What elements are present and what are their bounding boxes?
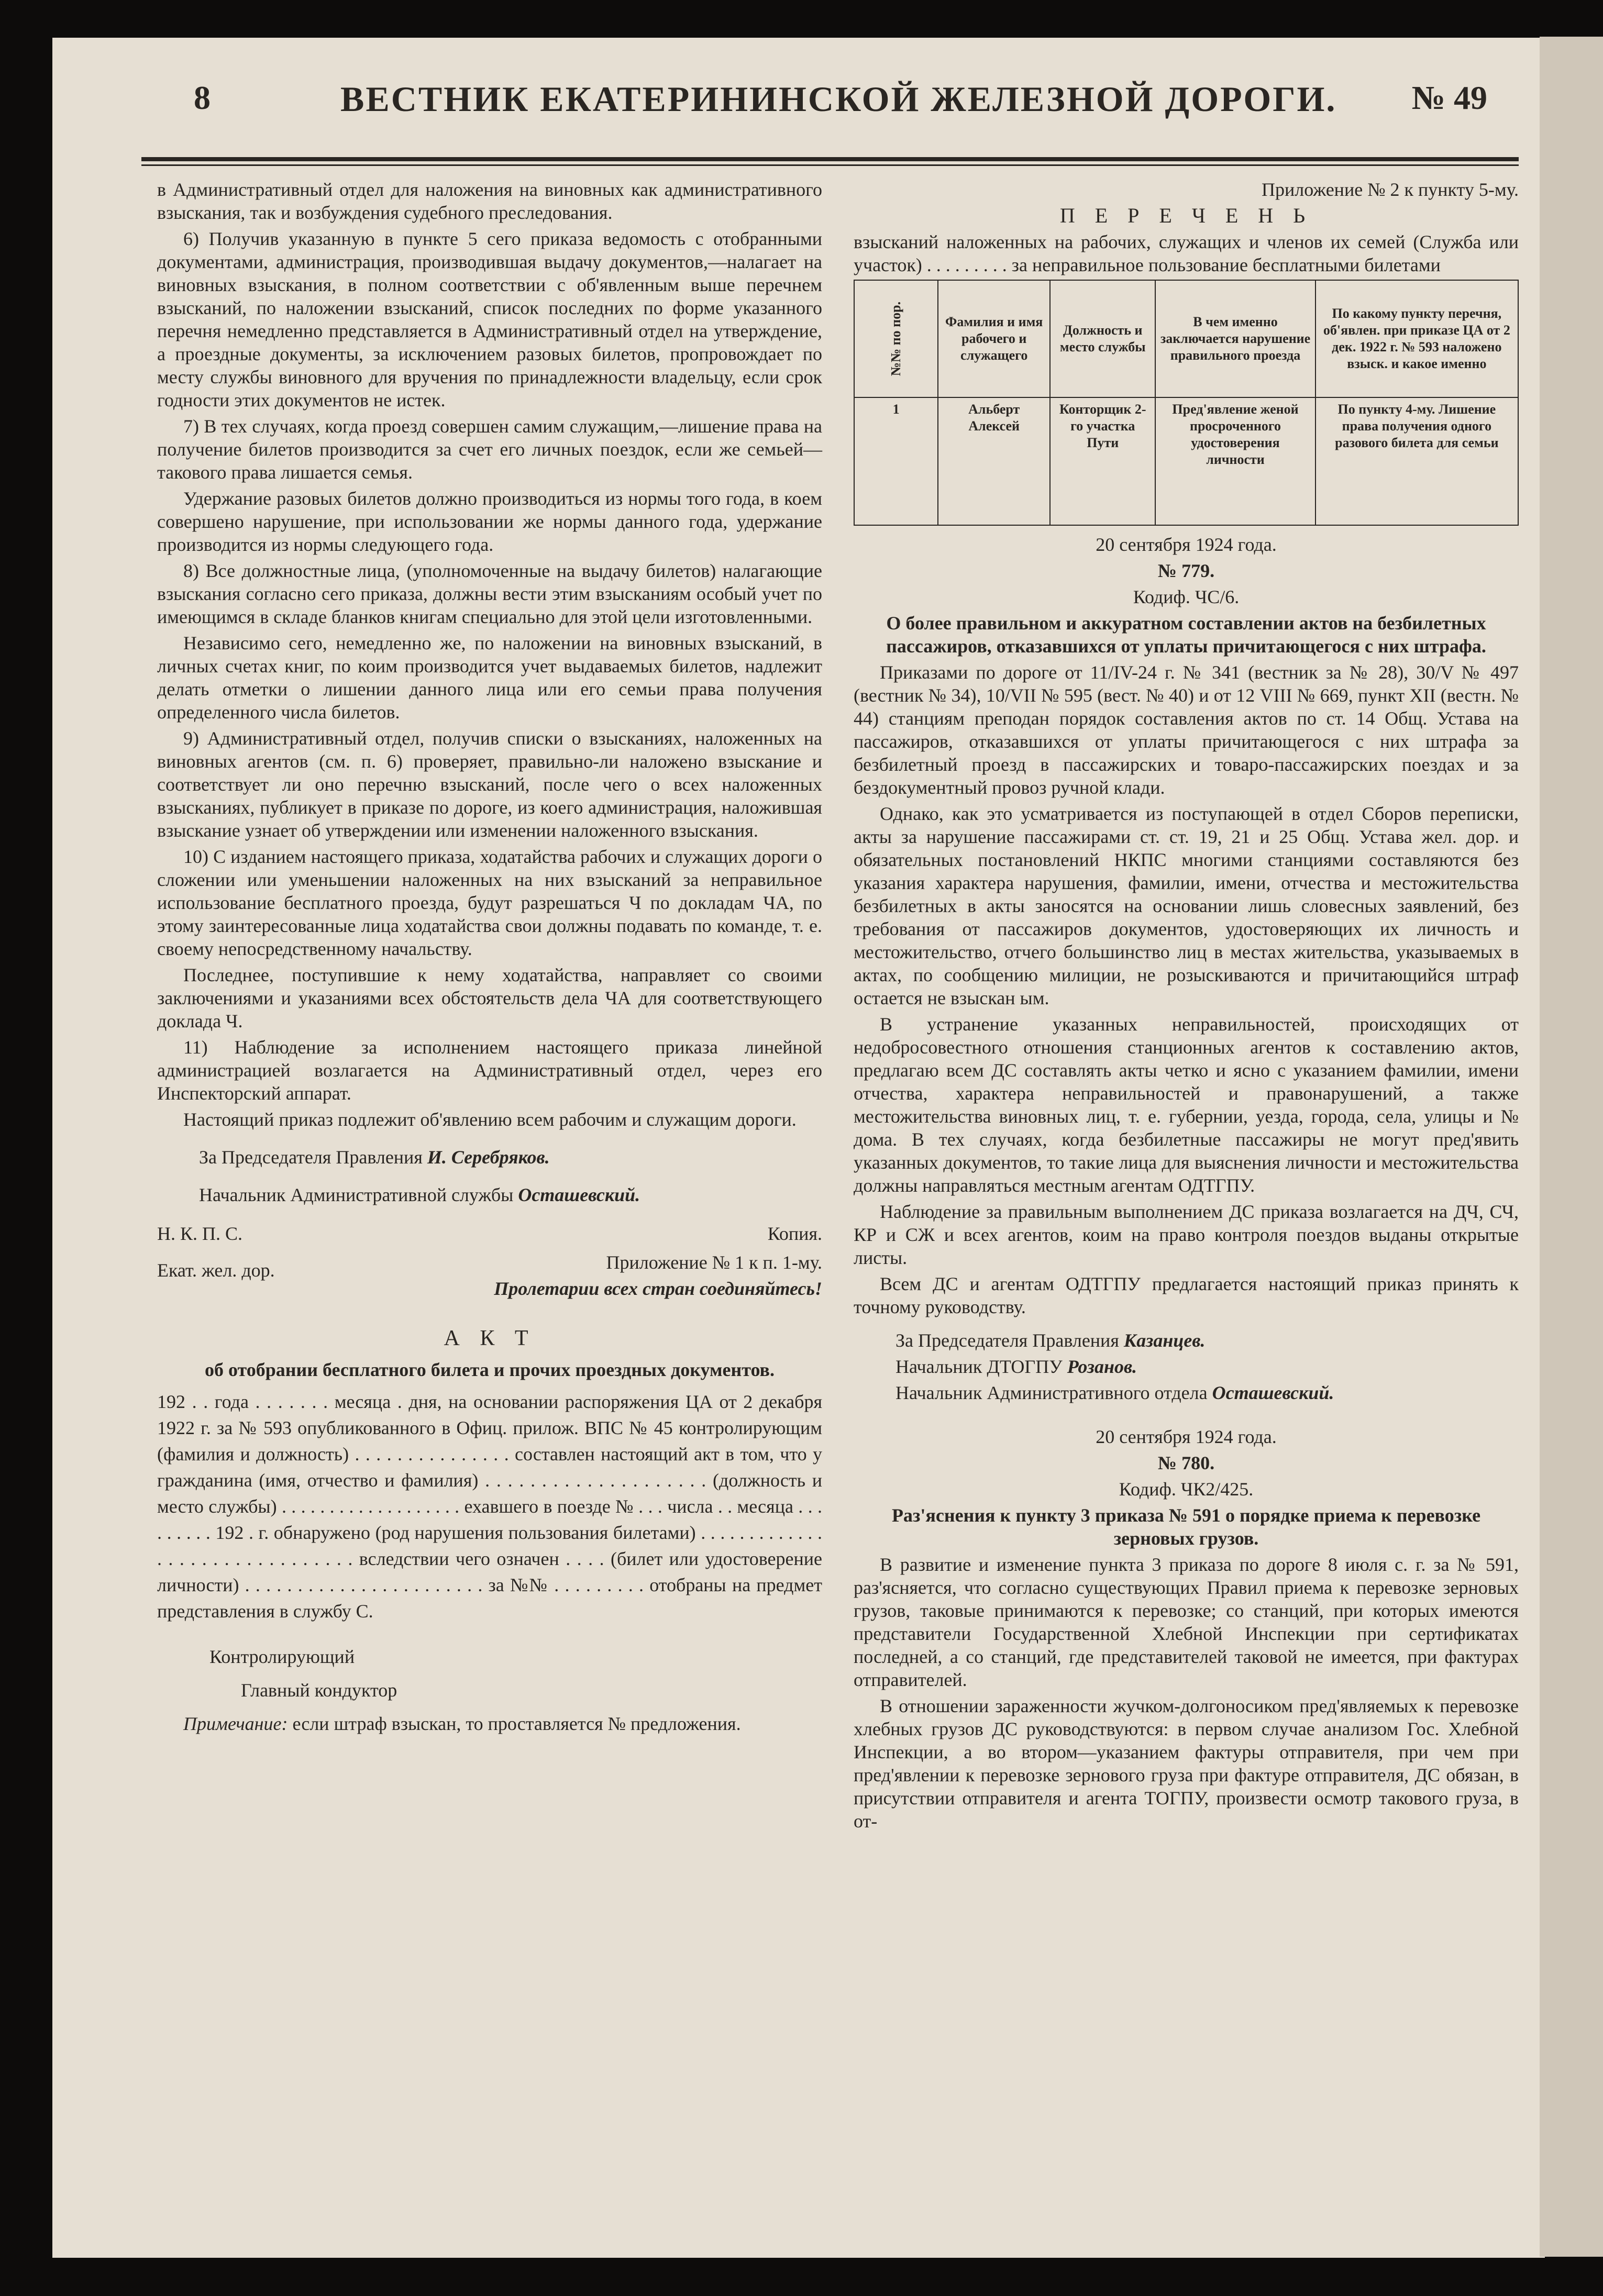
paragraph: 10) С изданием настоящего приказа, ходатайства рабочих и служащих дороги о сложении или уменьшении наложенных на них взысканий за неправильное использование бесплатного проезда, будут разрешаться Ч по докладам ЧА, по этому заинтересованные лица ходатайства свои должны подавать по команде, т. е. своему непосредственному начальству. [157, 846, 822, 959]
column-header: Фамилия и имя рабочего и служащего [938, 280, 1050, 397]
signature-chairman [896, 1329, 1519, 1352]
paragraph: Однако, как это усматривается из поступающей в отдел Сборов переписки, акты за нарушение пассажирами ст. ст. 19, 21 и 25 Общ. Устава жел. дор. и обязательных постановлений НКПС многими станциями составляются без указания характера нарушения, фамилии, имени, отчества и местожительства безбилетных в акты заносятся на основании лишь словесных заявлений, без требования от пассажиров документов, удостоверяющих их личность и местожительство, отчего большинство лиц в местах жительства, указываемых в актах, по сообщению милиции, не розыскиваются и причитающийся штраф остается не взыскан ым. [854, 803, 1519, 1008]
paragraph: 9) Административный отдел, получив списки о взысканиях, наложенных на виновных агентов (см. п. 6) проверяет, правильно-ли наложено взыскание и соответствует ли оно перечню взысканий, после чего о всех наложенных взысканиях, публикует в приказе по дороге, из коего администрация, наложившая взыскание узнает об утверждении или изменении наложенного взыскания. [157, 728, 822, 841]
signature-text: За Председателя Правления [896, 1330, 1119, 1351]
signature-name: И. Серебряков. [427, 1147, 550, 1168]
order-780-number: № 780. [1157, 1452, 1215, 1473]
order-779-number: № 779. [1157, 560, 1215, 581]
right-column [854, 178, 1519, 1836]
signature-admin [896, 1381, 1519, 1404]
header-rule-thin [141, 164, 1519, 166]
issue-number: № 49 [1411, 79, 1487, 116]
paragraph: Настоящий приказ подлежит об'явлению всем рабочим и служащим дороги. [183, 1109, 797, 1130]
controller-label: Контролирующий [209, 1646, 355, 1667]
signature-text: Начальник Административной службы [199, 1184, 514, 1205]
order-780-date: 20 сентября 1924 года. [1096, 1426, 1277, 1447]
page-header [141, 79, 1519, 147]
note-label: Примечание: [183, 1713, 288, 1734]
table-row [854, 397, 1518, 525]
order-779-title: О более правильном и аккуратном составлении актов на безбилетных пассажиров, отказавшихся от уплаты причитающегося с них штрафа. [886, 613, 1486, 657]
penalty-table [854, 280, 1519, 526]
newspaper-title: ВЕСТНИК ЕКАТЕРИНИНСКОЙ ЖЕЛЕЗНОЙ ДОРОГИ. [340, 79, 1337, 119]
akt-note [157, 1712, 822, 1735]
signature-dtogpu [896, 1355, 1519, 1378]
paragraph: Наблюдение за правильным выполнением ДС приказа возлагается на ДЧ, СЧ, КР и СЖ и всех агентов, коим на право контроля поездов выданы открытые листы. [854, 1201, 1519, 1268]
paragraph: в Административный отдел для наложения на виновных как административного взыскания, так и возбуждения судебного преследования. [157, 179, 822, 223]
signature-name: Казанцев. [1123, 1330, 1206, 1351]
paragraph: Всем ДС и агентам ОДТГПУ предлагается настоящий приказ принять к точному руководству. [854, 1273, 1519, 1317]
column-header: По какому пункту перечня, об'явлен. при приказе ЦА от 2 дек. 1922 г. № 593 наложено взыск. и какое именно [1315, 280, 1518, 397]
table-cell: Конторщик 2-го участка Пути [1050, 397, 1155, 525]
perechen-title: П Е Р Е Ч Е Н Ь [1059, 204, 1313, 227]
slogan: Пролетарии всех стран соединяйтесь! [494, 1278, 822, 1299]
signature-text: За Председателя Правления [199, 1147, 423, 1168]
header-rule [141, 157, 1519, 161]
akt-form-text: 192 . . года . . . . . . . месяца . дня, на основании распоряжения ЦА от 2 декабря 1922 г. за № 593 опубликованного в Офиц. прилож. ВПС № 45 контролирующим (фамилия и должность) . . . . . . . . . . . . . . . составлен настоящий акт в том, что у гражданина (имя, отчество и фамилия) . . . . . . . . . . . . . . . . . . . . (должность и место службы) . . . . . . . . . . . . . . . . . . . ехавшего в поезде № . . . числа . . месяца . . . . . . . . . 192 . г. обнаружено (род нарушения пользования билетами) . . . . . . . . . . . . . . . . . . . . . . . . . . . . . . . вследствии чего означен . . . . (билет или удостоверение личности) . . . . . . . . . . . . . . . . . . . . . . . за №№ . . . . . . . . . отобраны на предмет представления в службу С. [157, 1391, 822, 1622]
paragraph: В устранение указанных неправильностей, происходящих от недобросовестного отношения станционных агентов к составлению актов, предлагаю всем ДС составлять акты четко и ясно с указанием фамилии, имени отчества, характера неправильностей и правонарушений, а также местожительства виновных лиц, т. е. губернии, уезда, города, села, улицы и № дома. В тех случаях, когда безбилетные пассажиры не могут пред'явить указанных документов, то такие лица для выяснения личности и местожительства должны направляться местным агентам ОДТГПУ. [854, 1014, 1519, 1196]
left-column [157, 178, 822, 1738]
column-header: В чем именно заключается нарушение правильного проезда [1155, 280, 1315, 397]
paragraph: Последнее, поступившие к нему ходатайства, направляет со своими заключениями и указаниями всех обстоятельств дела ЧА для соответствующего доклада Ч. [157, 964, 822, 1031]
table-cell: Альберт Алексей [938, 397, 1050, 525]
copy-label: Копия. [767, 1223, 822, 1244]
table-cell: По пункту 4-му. Лишение права получения одного разового билета для семьи [1315, 397, 1518, 525]
paragraph: Удержание разовых билетов должно производиться из нормы того года, в коем совершено нарушение, при использовании же нормы данного года, удержание производится из нормы следующего года. [157, 488, 822, 555]
column-header: №№ по пор. [854, 280, 938, 397]
form-header [157, 1222, 822, 1316]
order-780-title: Раз'яснения к пункту 3 приказа № 591 о порядке приема к перевозке зерновых грузов. [891, 1505, 1481, 1549]
paragraph: Приказами по дороге от 11/IV-24 г. № 341 (вестник за № 28), 30/V № 497 (вестник № 34), 10/VII № 595 (вест. № 40) и от 12 VIII № 669, пункт XII (вестн. № 44) станциям преподан порядок составления актов по ст. 14 Общ. Устава на пассажиров, отказавшихся от уплаты причитающегося с них штрафа за безбилетный проезд в пассажирских и товаро-пассажирских поездах и за бездокументный провоз ручной клади. [854, 662, 1519, 798]
signature-name: Осташевский. [1212, 1382, 1334, 1403]
order-780-codif: Кодиф. ЧК2/425. [1119, 1479, 1254, 1500]
paragraph: 11) Наблюдение за исполнением настоящего приказа линейной администрацией возлагается на Административный отдел, через его Инспекторский аппарат. [157, 1037, 822, 1104]
table-cell: 1 [854, 397, 938, 525]
order-779-codif: Кодиф. ЧС/6. [1133, 586, 1240, 607]
signature-text: Начальник ДТОГПУ [896, 1356, 1063, 1377]
paragraph: 6) Получив указанную в пункте 5 сего приказа ведомость с отобранными документами, администрация, производившая выдачу документов,—налагает на виновных взыскания, в полном соответствии с об'явленным выше перечнем взысканий, по наложении взысканий, список последних по форме указанного перечня немедленно представляется в Административный отдел на утверждение, а проездные документы, за исключением разовых билетов, пропровождает по месту службы виновного для вручения по принадлежности владельцу, если срок годности этих документов не истек. [157, 228, 822, 411]
appendix-2-label: Приложение № 2 к пункту 5-му. [1261, 179, 1519, 200]
signature-name: Осташевский. [518, 1184, 640, 1205]
appendix-1-label: Приложение № 1 к п. 1-му. [606, 1252, 822, 1273]
conductor-label: Главный кондуктор [241, 1680, 397, 1701]
order-779-date: 20 сентября 1924 года. [1096, 534, 1277, 555]
note-text: если штраф взыскан, то проставляется № предложения. [292, 1713, 741, 1734]
nkps-label: Н. К. П. С. [157, 1223, 243, 1244]
paragraph: 7) В тех случаях, когда проезд совершен самим служащим,—лишение права на получение билетов производится за счет его личных поездок, если же семьей—такового права лишается семья. [157, 416, 822, 483]
signature-text: Начальник Административного отдела [896, 1382, 1208, 1403]
paragraph: 8) Все должностные лица, (уполномоченные на выдачу билетов) налагающие взыскания согласно сего приказа, должны вести этим взысканиям особый учет по имеющимся в складе бланков книгам специально для этой цели изготовленными. [157, 560, 822, 627]
table-cell: Пред'явление женой просроченного удостоверения личности [1155, 397, 1315, 525]
akt-subtitle: об отобрании бесплатного билета и прочих проездных документов. [204, 1359, 775, 1380]
paragraph: В развитие и изменение пункта 3 приказа по дороге 8 июля с. г. за № 591, раз'ясняется, что согласно существующих Правил приема к перевозке зерновых грузов, таковые принимаются к перевозке; со станций, при которых имеются представители Государственной Хлебной Инспекции при сертификатах последней, а со станций, где представителей таковой не имеется, при фактурах отправителей. [854, 1554, 1519, 1690]
signature-chairman [199, 1146, 822, 1169]
akt-title: А К Т [444, 1326, 536, 1350]
paragraph: В отношении зараженности жучком-долгоносиком пред'являемых к перевозке хлебных грузов ДС руководствуются: в первом случае анализом Гос. Хлебной Инспекции, а во втором—указанием фактуры отправителя, при чем при пред'явлении к перевозке зернового груза при фактуре отправителя, ДС обязан, в присутствии отправителя и агента ТОГПУ, произвести осмотр такового груза, в от- [854, 1695, 1519, 1832]
signature-admin [199, 1183, 822, 1206]
column-header: Должность и место службы [1050, 280, 1155, 397]
signature-name: Розанов. [1067, 1356, 1137, 1377]
perechen-subtitle: взысканий наложенных на рабочих, служащих и членов их семей (Служба или участок) . . . . . . . . . за неправильное пользование бесплатными билетами [854, 231, 1519, 275]
railway-label: Екат. жел. дор. [157, 1260, 275, 1281]
next-page-edge [1540, 37, 1603, 2257]
paragraph: Независимо сего, немедленно же, по наложении на виновных взысканий, в личных счетах книг, по коим производится учет выдаваемых билетов, надлежит делать отметки о лишении данного лица или его семьи права получения определенного числа билетов. [157, 633, 822, 723]
table-header-row [854, 280, 1518, 397]
page-number: 8 [194, 79, 211, 116]
